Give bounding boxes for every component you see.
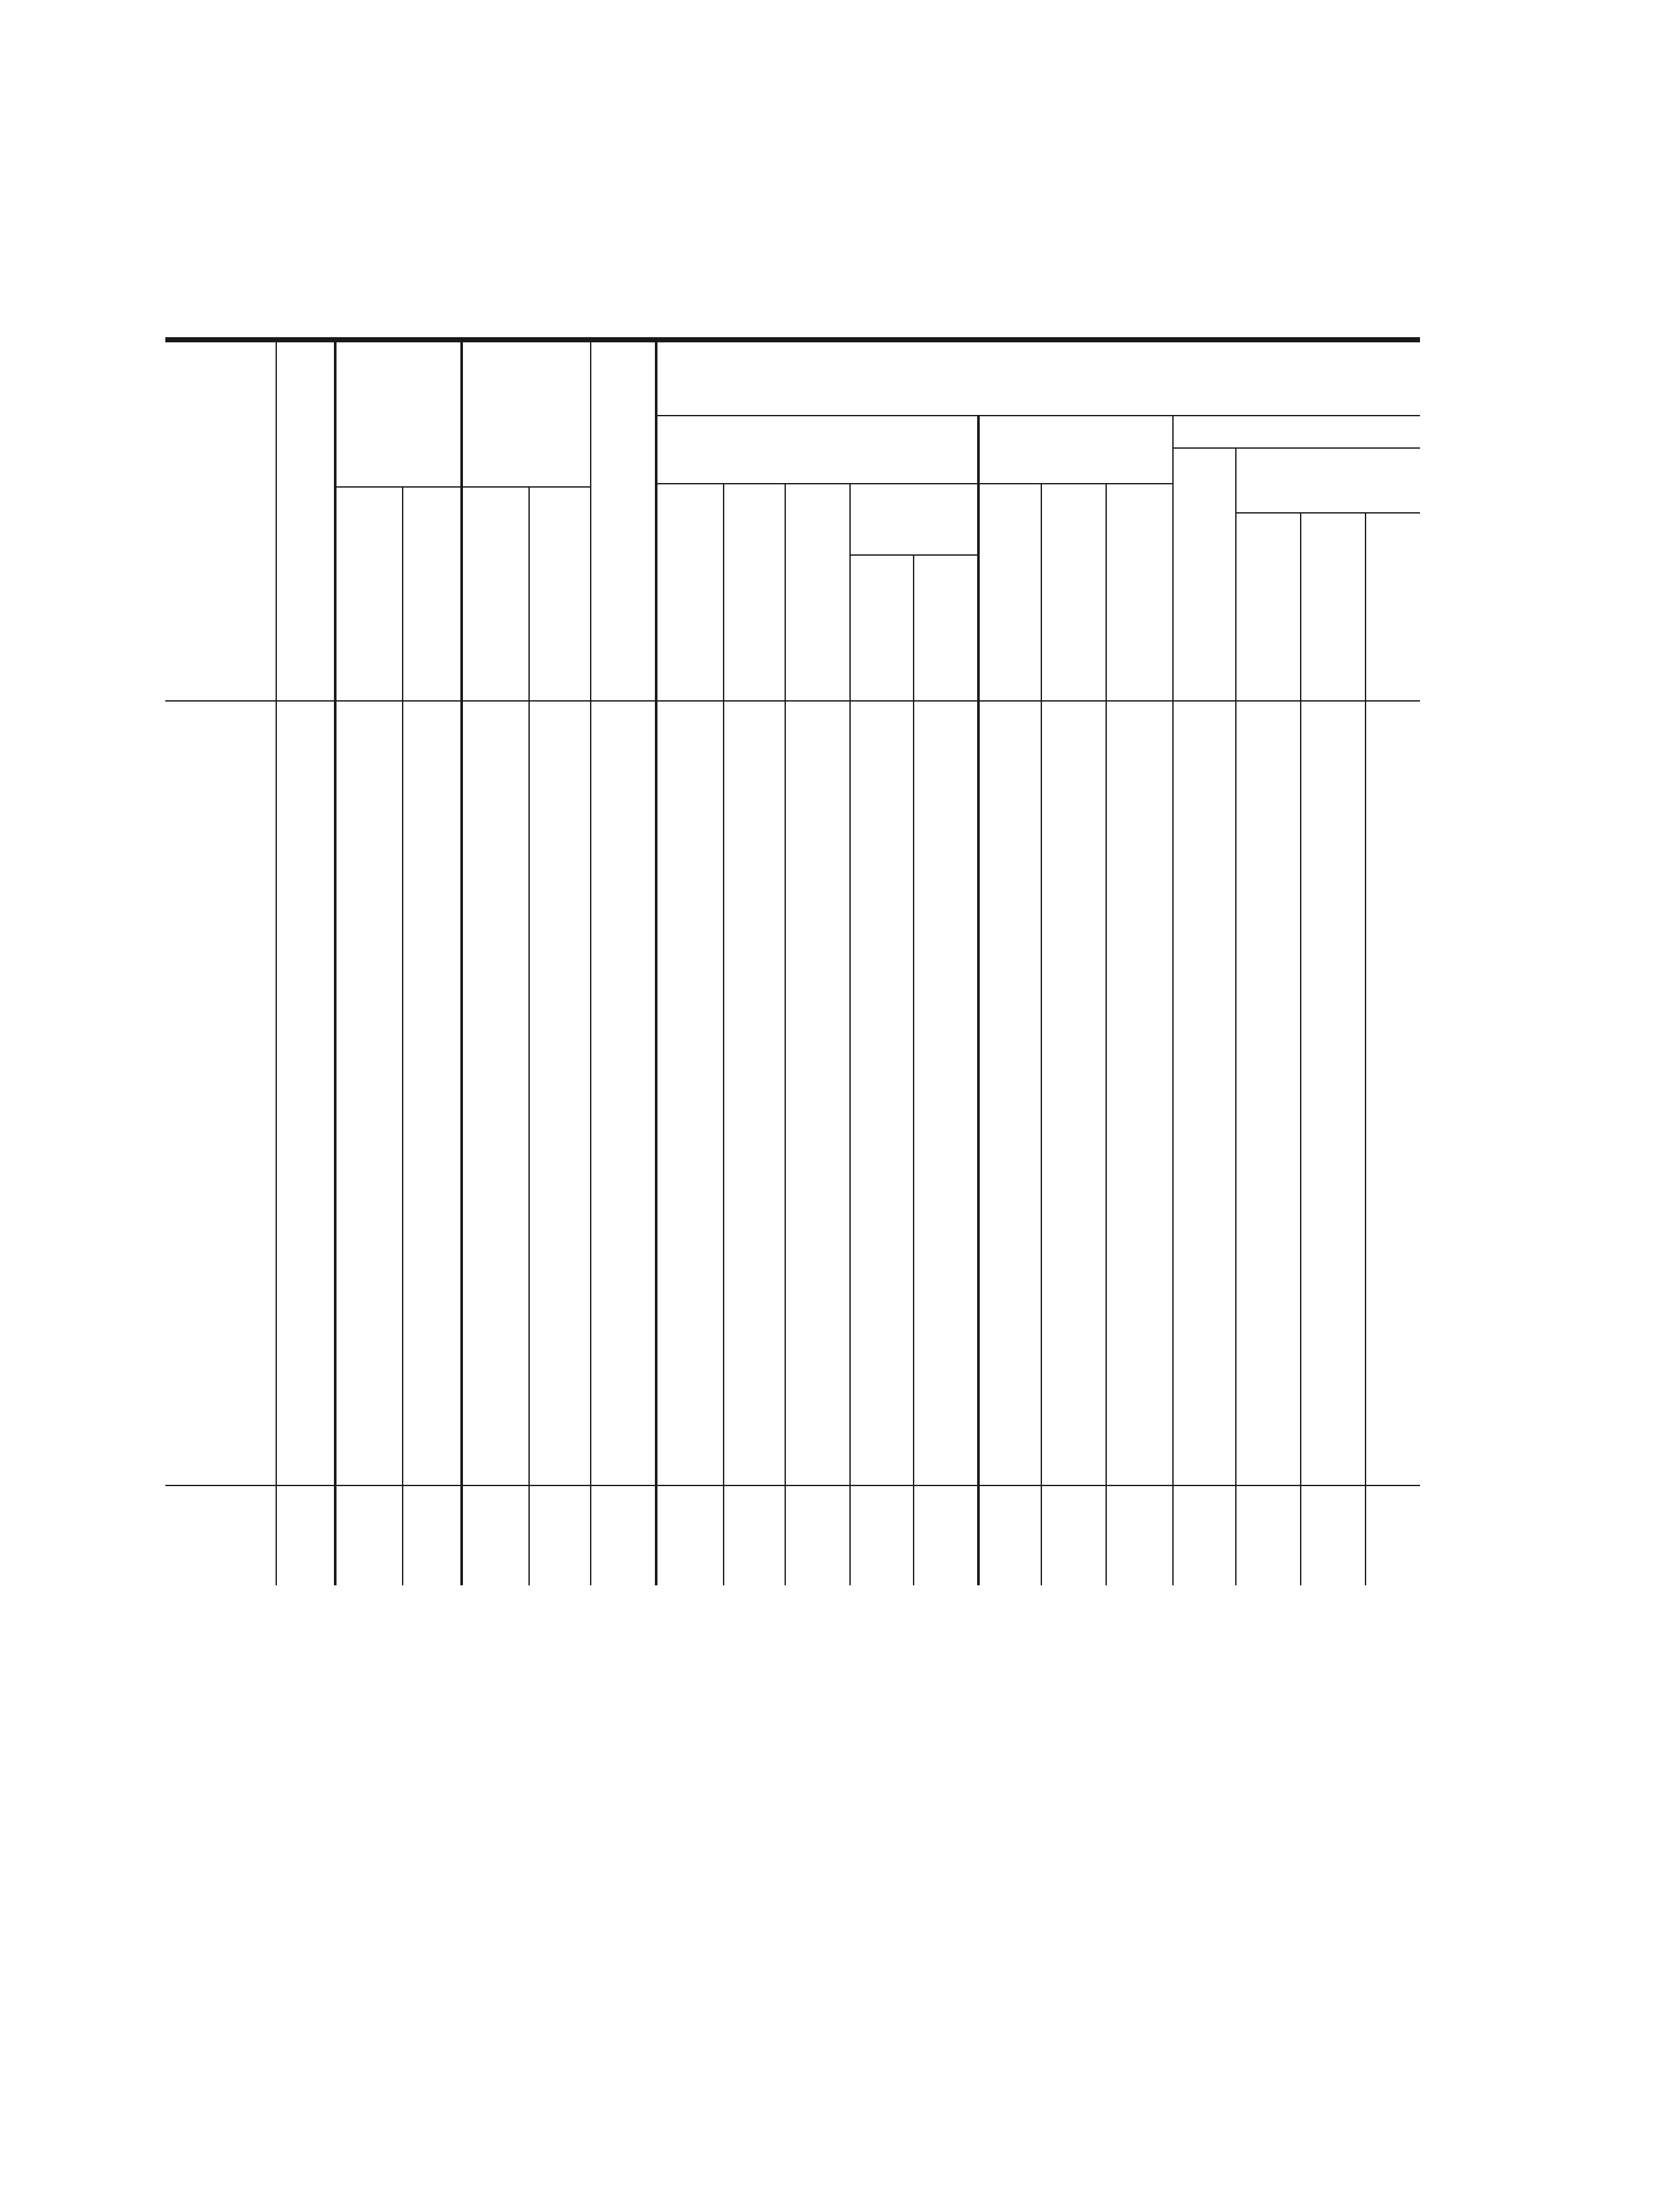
header-schuelerinnen bbox=[402, 493, 460, 697]
column-divider-glauben bbox=[977, 415, 980, 1585]
column-divider-evangelisch bbox=[723, 483, 724, 1585]
column-divider-normal bbox=[1235, 447, 1236, 1585]
header-rule-vonden bbox=[655, 415, 1420, 416]
column-divider-gesamt bbox=[655, 342, 657, 1585]
header-rule-alter bbox=[1172, 447, 1420, 449]
zusammen-rule bbox=[165, 1485, 1420, 1486]
column-divider-roemisch bbox=[785, 483, 786, 1585]
header-schueler bbox=[334, 493, 402, 697]
header-ausgetreten bbox=[528, 493, 590, 697]
column-divider-freireligioes bbox=[913, 554, 914, 1585]
column-divider-j1 bbox=[1300, 512, 1301, 1585]
header-schuljahr bbox=[276, 347, 334, 697]
column-divider-j2 bbox=[1365, 512, 1366, 1585]
header-rule-aelter bbox=[1235, 512, 1420, 514]
header-rule-wohnsitz bbox=[977, 483, 1172, 484]
header-rule-glauben bbox=[655, 483, 977, 484]
column-divider-anderen bbox=[1106, 483, 1107, 1585]
top-rule bbox=[165, 337, 1420, 342]
header-eingetreten bbox=[460, 493, 528, 697]
header-rule-sonstige bbox=[849, 554, 977, 556]
column-divider-wohnsitz bbox=[1172, 415, 1174, 1585]
header-rule-am15mai bbox=[334, 486, 590, 488]
header-gesamtzahl bbox=[590, 389, 655, 697]
column-divider-israelitisch bbox=[849, 483, 851, 1585]
column-divider-offenbach bbox=[1041, 483, 1042, 1585]
header-bottom-rule bbox=[165, 700, 1420, 702]
